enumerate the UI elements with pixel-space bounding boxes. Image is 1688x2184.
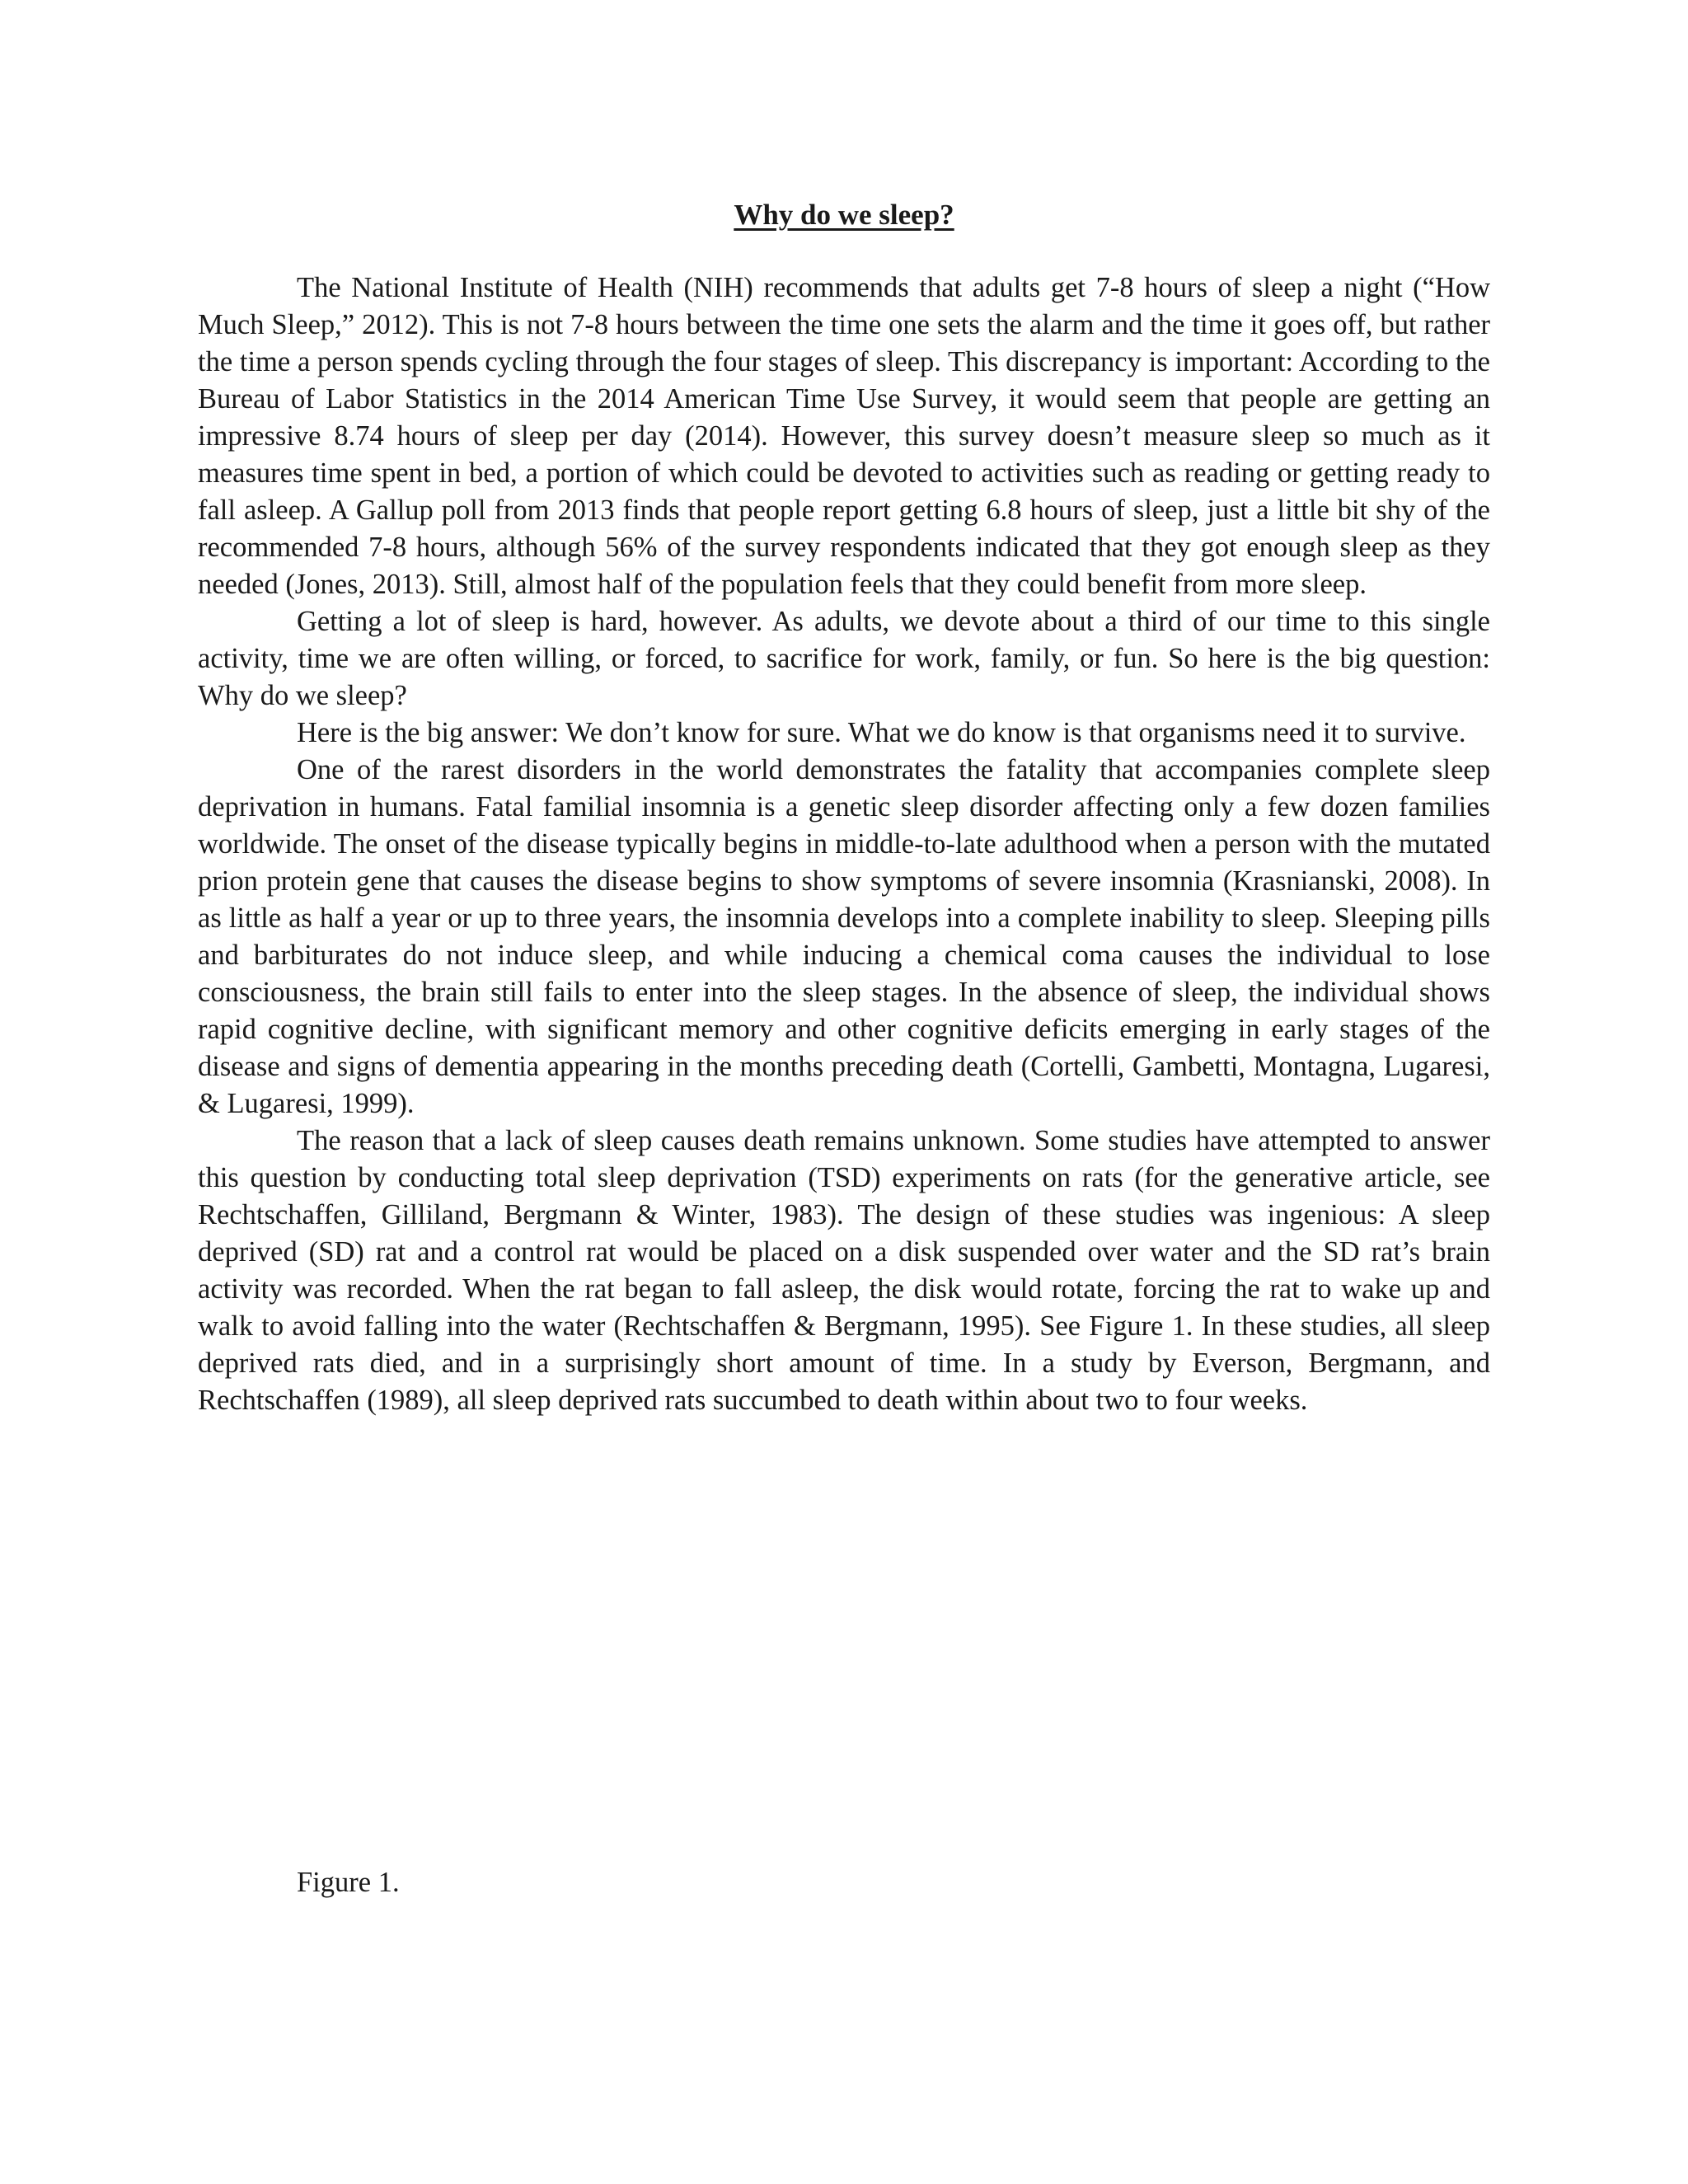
paragraph-3: Here is the big answer: We don’t know for sure. What we do know is that organisms need it to survive. — [297, 717, 1466, 748]
paragraph-5: The reason that a lack of sleep causes death remains unknown. Some studies have attempted to answer this question by conducting total sleep deprivation (TSD) experiments on rats (for the generative article, see Rechtschaffen, Gilliland, Bergmann & Winter, 1983). The design of these studies was ingenious: A sleep deprived (SD) rat and a control rat would be placed on a disk suspended over water and the SD rat’s brain activity was recorded. When the rat began to fall asleep, the disk would rotate, forcing the rat to wake up and walk to avoid falling into the water (Rechtschaffen & Bergmann, 1995). See Figure 1. In these studies, all sleep deprived rats died, and in a surprisingly short amount of time. In a study by Everson, Bergmann, and Rechtschaffen (1989), all sleep deprived rats succumbed to death within about two to four weeks. — [198, 1125, 1490, 1416]
figure-label: Figure 1. — [297, 1867, 400, 1898]
document-title: Why do we sleep? — [734, 199, 954, 231]
paragraph-2: Getting a lot of sleep is hard, however. As adults, we devote about a third of our time to this single activity, time we are often willing, or forced, to sacrifice for work, family, or fun. So here is the big question: Why do we sleep? — [198, 606, 1490, 711]
document-body — [198, 269, 1490, 1419]
paragraph-4: One of the rarest disorders in the world demonstrates the fatality that accompanies complete sleep deprivation in humans. Fatal familial insomnia is a genetic sleep disorder affecting only a few dozen families worldwide. The onset of the disease typically begins in middle-to-late adulthood when a person with the mutated prion protein gene that causes the disease begins to show symptoms of severe insomnia (Krasnianski, 2008). In as little as half a year or up to three years, the insomnia develops into a complete inability to sleep. Sleeping pills and barbiturates do not induce sleep, and while inducing a chemical coma causes the individual to lose consciousness, the brain still fails to enter into the sleep stages. In the absence of sleep, the individual shows rapid cognitive decline, with significant memory and other cognitive deficits emerging in early stages of the disease and signs of dementia appearing in the months preceding death (Cortelli, Gambetti, Montagna, Lugaresi, & Lugaresi, 1999). — [198, 754, 1490, 1119]
paragraph-1: The National Institute of Health (NIH) recommends that adults get 7-8 hours of sleep a night (“How Much Sleep,” 2012). This is not 7-8 hours between the time one sets the alarm and the time it goes off, but rather the time a person spends cycling through the four stages of sleep. This discrepancy is important: According to the Bureau of Labor Statistics in the 2014 American Time Use Survey, it would seem that people are getting an impressive 8.74 hours of sleep per day (2014). However, this survey doesn’t measure sleep so much as it measures time spent in bed, a portion of which could be devoted to activities such as reading or getting ready to fall asleep. A Gallup poll from 2013 finds that people report getting 6.8 hours of sleep, just a little bit shy of the recommended 7-8 hours, although 56% of the survey respondents indicated that they got enough sleep as they needed (Jones, 2013). Still, almost half of the population feels that they could benefit from more sleep. — [198, 272, 1490, 600]
